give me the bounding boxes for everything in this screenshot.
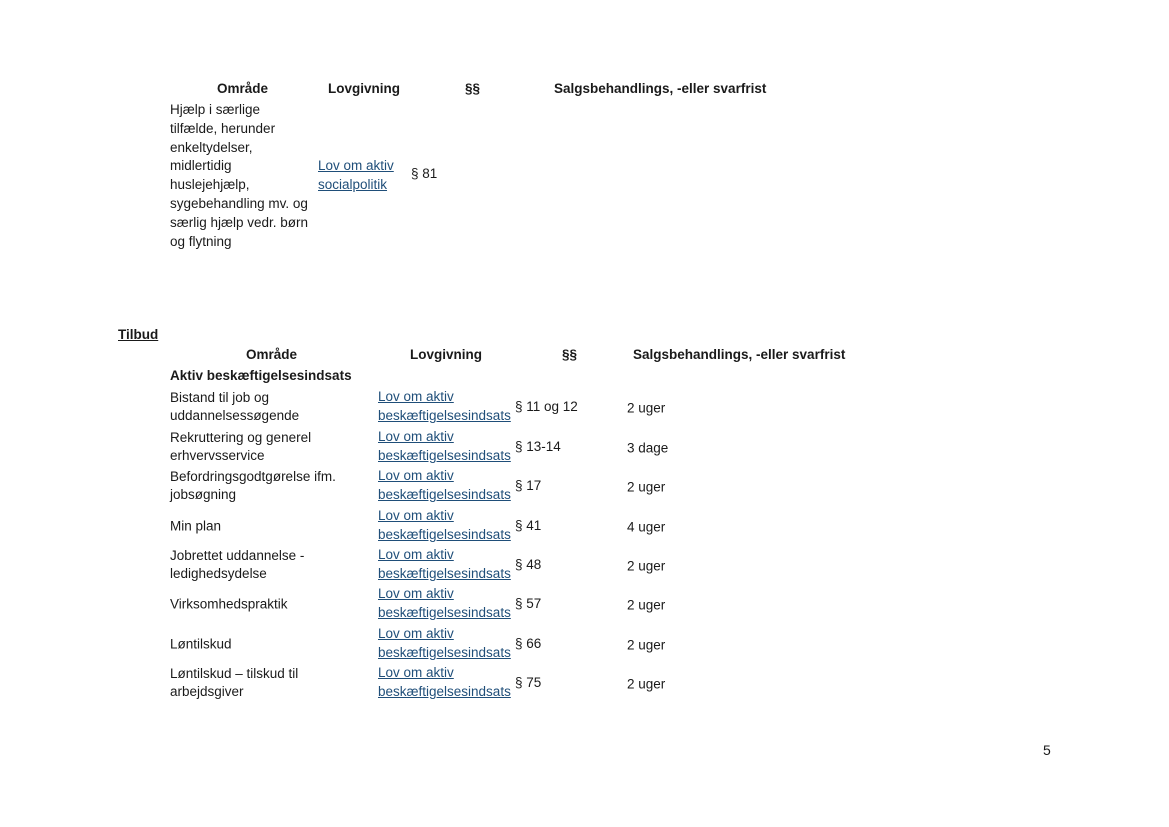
law-link[interactable]	[378, 664, 518, 702]
area-line: enkeltydelser,	[170, 139, 253, 155]
paragraph-cell: § 17	[515, 477, 542, 493]
table-row	[0, 467, 1169, 506]
area-line: Jobrettet uddannelse -	[170, 547, 305, 563]
law-line: Lov om aktiv	[378, 508, 454, 523]
area-cell	[170, 595, 375, 614]
page-number: 5	[1043, 742, 1051, 758]
area-line: uddannelsessøgende	[170, 408, 300, 424]
law-link[interactable]	[378, 507, 518, 545]
paragraph-cell: § 48	[515, 556, 542, 572]
law-line: beskæftigelsesindsats	[378, 644, 511, 660]
area-line: Befordringsgodtgørelse ifm.	[170, 468, 336, 484]
paragraph-cell: § 13-14	[515, 438, 561, 454]
area-line: og flytning	[170, 233, 232, 249]
deadline-cell: 2 uger	[627, 676, 666, 691]
paragraph-cell: § 66	[515, 635, 542, 651]
deadline-cell: 2 uger	[627, 400, 666, 415]
law-line: Lov om aktiv	[378, 586, 454, 601]
area-cell	[170, 665, 375, 703]
paragraph-cell: § 11 og 12	[515, 398, 578, 414]
law-line: beskæftigelsesindsats	[378, 407, 511, 423]
table1-header-paragraph: §§	[465, 81, 481, 96]
law-link[interactable]	[378, 428, 518, 466]
area-line: Bistand til job og	[170, 389, 270, 405]
law-line: Lov om aktiv	[378, 389, 454, 404]
table1-header-law: Lovgivning	[328, 81, 400, 96]
law-line: beskæftigelsesindsats	[378, 447, 511, 463]
area-line: særlig hjælp vedr. børn	[170, 214, 309, 230]
law-line: socialpolitik	[318, 176, 388, 192]
area-cell	[170, 547, 375, 585]
table-row	[0, 664, 1169, 703]
table2-header-law: Lovgivning	[410, 347, 482, 362]
area-line: sygebehandling mv. og	[170, 195, 308, 211]
table1-area-cell	[170, 101, 318, 251]
area-line: jobsøgning	[170, 487, 237, 503]
deadline-cell: 3 dage	[627, 440, 669, 455]
table-row	[0, 625, 1169, 664]
deadline-cell: 4 uger	[627, 519, 666, 534]
law-link[interactable]	[378, 467, 518, 505]
deadline-cell: 2 uger	[627, 558, 666, 573]
table-row	[0, 546, 1169, 585]
table1-paragraph: § 81	[411, 166, 438, 181]
paragraph-cell: § 41	[515, 517, 542, 533]
table-row	[0, 585, 1169, 624]
law-line: beskæftigelsesindsats	[378, 565, 511, 581]
law-line: beskæftigelsesindsats	[378, 526, 511, 542]
area-line: huslejehjælp,	[170, 177, 250, 193]
area-line: Løntilskud	[170, 636, 232, 652]
law-line: beskæftigelsesindsats	[378, 604, 511, 620]
law-line: beskæftigelsesindsats	[378, 683, 511, 699]
area-cell	[170, 635, 375, 654]
law-line: beskæftigelsesindsats	[378, 486, 511, 502]
area-line: arbejdsgiver	[170, 684, 244, 700]
law-line: Lov om aktiv	[378, 626, 454, 641]
area-line: Løntilskud – tilskud til	[170, 665, 299, 681]
law-line: Lov om aktiv	[378, 468, 454, 483]
area-cell	[170, 429, 375, 467]
law-line: Lov om aktiv	[378, 429, 454, 444]
law-link[interactable]	[378, 585, 518, 623]
section-title: Tilbud	[118, 327, 159, 342]
area-line: erhvervsservice	[170, 448, 265, 464]
paragraph-cell: § 75	[515, 674, 542, 690]
table2-header-paragraph: §§	[562, 347, 578, 362]
law-line: Lov om aktiv	[378, 547, 454, 562]
deadline-cell: 2 uger	[627, 479, 666, 494]
table1-header-deadline: Salgsbehandlings, -eller svarfrist	[554, 81, 767, 96]
law-line: Lov om aktiv	[318, 158, 394, 173]
law-link-social-policy[interactable]	[318, 157, 408, 195]
area-line: Virksomhedspraktik	[170, 596, 288, 612]
area-cell	[170, 389, 375, 427]
area-cell	[170, 517, 375, 536]
law-link[interactable]	[378, 625, 518, 663]
law-link[interactable]	[378, 388, 518, 426]
deadline-cell: 2 uger	[627, 637, 666, 652]
table2-header-area: Område	[246, 347, 298, 362]
table2-subheading: Aktiv beskæftigelsesindsats	[170, 368, 352, 383]
area-cell	[170, 468, 375, 506]
area-line: ledighedsydelse	[170, 566, 267, 582]
law-line: Lov om aktiv	[378, 665, 454, 680]
area-line: Min plan	[170, 518, 222, 534]
table-row	[0, 428, 1169, 467]
table2-header-deadline: Salgsbehandlings, -eller svarfrist	[633, 347, 846, 362]
area-line: Rekruttering og generel	[170, 429, 312, 445]
paragraph-cell: § 57	[515, 595, 542, 611]
table-row	[0, 388, 1169, 427]
table1-header-area: Område	[217, 81, 269, 96]
area-line: tilfælde, herunder	[170, 120, 276, 136]
area-line: midlertidig	[170, 158, 232, 174]
table-row	[0, 507, 1169, 546]
law-link[interactable]	[378, 546, 518, 584]
area-line: Hjælp i særlige	[170, 102, 261, 117]
deadline-cell: 2 uger	[627, 597, 666, 612]
